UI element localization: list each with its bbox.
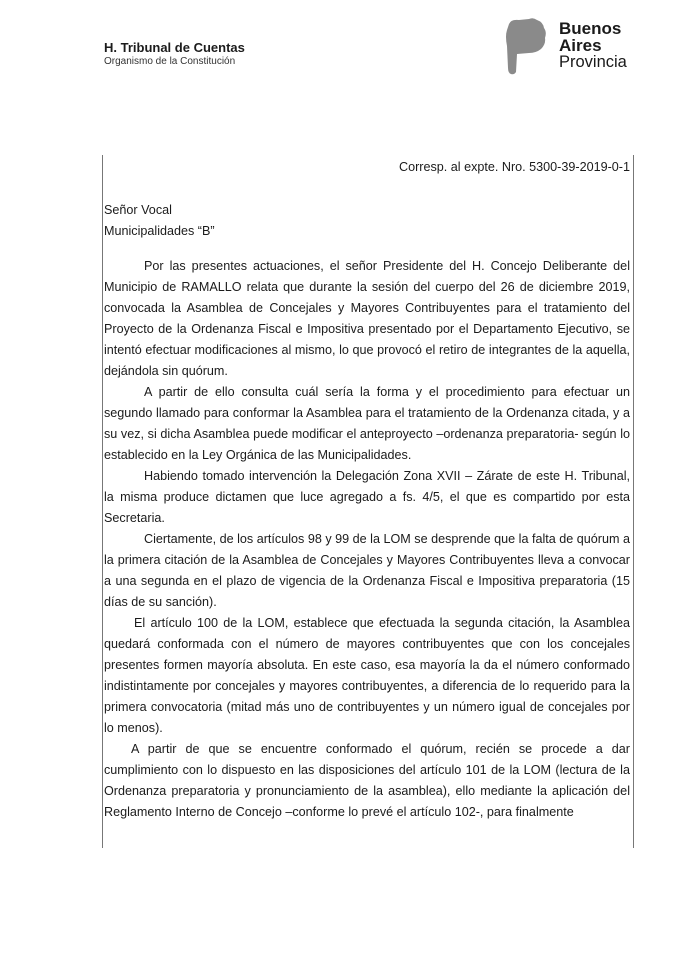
file-reference: Corresp. al expte. Nro. 5300-39-2019-0-1 (398, 160, 630, 174)
logo-line-aires: Aires (559, 36, 602, 55)
paragraph: A partir de ello consulta cuál sería la forma y el procedimiento para efectuar un segundo llamado para conformar la Asamblea para el tratamiento de la Ordenanza citada, y a su vez, si dicha Asamblea puede modificar el anteproyecto –ordenanza preparatoria- según lo establecido en la Ley Orgánica de las Municipalidades. (104, 385, 630, 462)
logo-line-buenos: Buenos (559, 19, 622, 38)
paragraph: A partir de que se encuentre conformado el quórum, recién se procede a dar cumplimiento con lo dispuesto en las disposiciones del artículo 101 de la LOM (lectura de la Ordenanza preparatoria y pronunciamiento de la asamblea), ello mediante la aplicación del Reglamento Interno de Concejo –conforme lo prevé el artículo 102-, para finalmente (104, 742, 630, 819)
letterhead-organization (104, 40, 245, 68)
addressee-line: Señor Vocal (104, 203, 172, 217)
document-body (104, 157, 630, 823)
buenos-aires-province-logo (503, 14, 653, 80)
addressee-line: Municipalidades “B” (104, 224, 215, 238)
paragraph: Ciertamente, de los artículos 98 y 99 de la LOM se desprende que la falta de quórum a la primera citación de la Asamblea de Concejales y Mayores Contribuyentes lleva a convocar a una segunda en el plazo de vigencia de la Ordenanza Fiscal e Impositiva preparatoria (15 días de su sanción). (104, 532, 630, 609)
paragraph: Habiendo tomado intervención la Delegación Zona XVII – Zárate de este H. Tribunal, la misma produce dictamen que luce agregado a fs. 4/5, el que es compartido por esta Secretaria. (104, 469, 630, 525)
organization-name: H. Tribunal de Cuentas (104, 40, 245, 55)
logo-line-provincia: Provincia (559, 53, 627, 71)
organization-subtitle: Organismo de la Constitución (104, 56, 236, 67)
logo-wordmark (559, 20, 627, 71)
paragraph: Por las presentes actuaciones, el señor Presidente del H. Concejo Deliberante del Municipio de RAMALLO relata que durante la sesión del cuerpo del 26 de diciembre 2019, convocada la Asamblea de Concejales y Mayores Contribuyentes para el tratamiento del Proyecto de la Ordenanza Fiscal e Impositiva presentado por el Departamento Ejecutivo, se intentó efectuar modificaciones al mismo, lo que provocó el retiro de integrantes de la aquella, dejándola sin quórum. (104, 259, 630, 378)
addressee (104, 200, 630, 242)
paragraph: El artículo 100 de la LOM, establece que efectuada la segunda citación, la Asamblea quedará conformada con el número de mayores contribuyentes que con los concejales presentes formen mayoría absoluta. En este caso, esa mayoría la da el número conformado indistintamente por concejales y mayores contribuyentes, a diferencia de lo requerido para la primera convocatoria (mitad más uno de contribuyentes y un número igual de concejales por lo menos). (104, 616, 630, 735)
province-map-icon (503, 16, 549, 76)
